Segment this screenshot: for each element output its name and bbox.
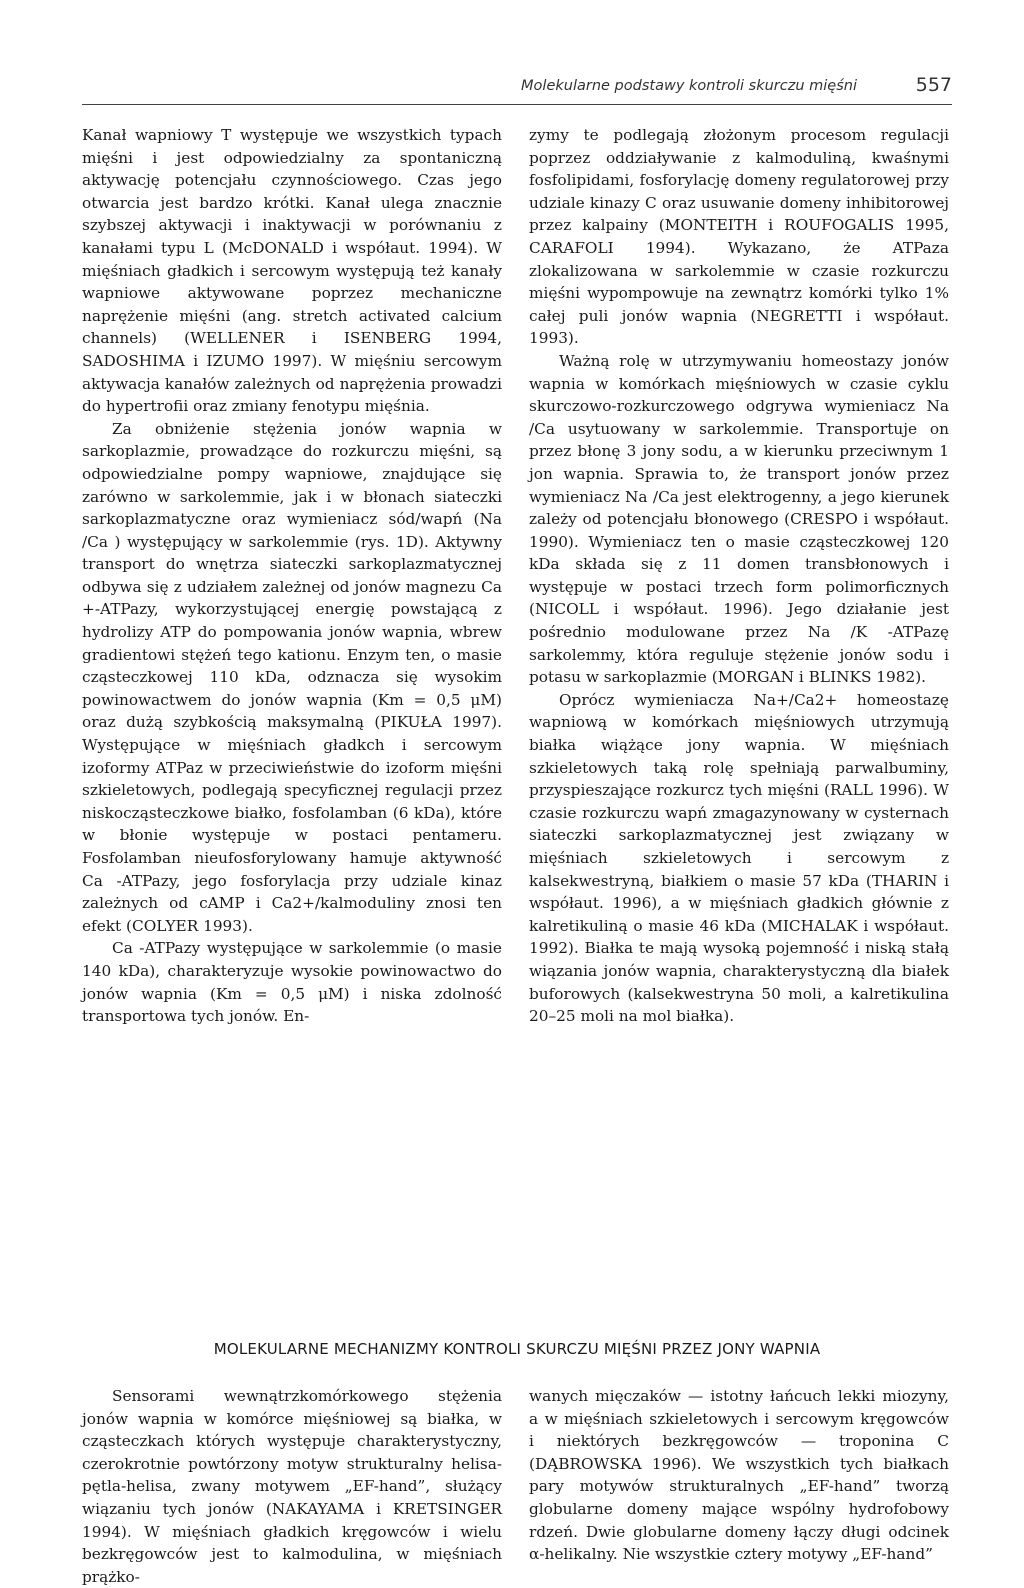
paragraph: Ca -ATPazy występujące w sarkolemmie (o masie 140 kDa), charakteryzuje wysokie powinowactwo do jonów wapnia (Km = 0,5 μM) i niska zdolność transportowa tych jonów. En- xyxy=(82,939,502,1026)
paragraph: zymy te podlegają złożonym procesom regulacji poprzez oddziaływanie z kalmoduliną, kwaśnymi fosfolipidami, fosforylację domeny regulatorowej przy udziale kinazy C oraz usuwanie domeny inhibitorowej przez kalpainy (MONTEITH i ROUFOGALIS 1995, CARAFOLI 1994). Wykazano, że ATPaza zlokalizowana w sarkolemmie w czasie rozkurczu mięśni wypompowuje na zewnątrz komórki tylko 1% całej puli jonów wapnia (NEGRETTI i współaut. 1993). xyxy=(529,126,949,348)
section-right-column xyxy=(529,1385,949,1566)
page-number: 557 xyxy=(915,74,952,96)
section-left-column xyxy=(82,1385,502,1588)
paragraph: Kanał wapniowy T występuje we wszystkich typach mięśni i jest odpowiedzialny za spontaniczną aktywację potencjału czynnościowego. Czas jego otwarcia jest bardzo krótki. Kanał ulega znacznie szybszej aktywacji i inaktywacji w porównaniu z kanałami typu L (McDONALD i współaut. 1994). W mięśniach gładkich i sercowym występują też kanały wapniowe aktywowane poprzez mechaniczne naprężenie mięśni (ang. stretch activated calcium channels) (WELLENER i ISENBERG 1994, SADOSHIMA i IZUMO 1997). W mięśniu sercowym aktywacja kanałów zależnych od naprężenia prowadzi do hypertrofii oraz zmiany fenotypu mięśnia. xyxy=(82,126,502,416)
running-title: Molekularne podstawy kontroli skurczu mięśni xyxy=(521,78,857,94)
paragraph: Oprócz wymieniacza Na+/Ca2+ homeostazę wapniową w komórkach mięśniowych utrzymują białka wiążące jony wapnia. W mięśniach szkieletowych taką rolę spełniają parwalbuminy, przyspieszające rozkurcz tych mięśni (RALL 1996). W czasie rozkurczu wapń zmagazynowany w cysternach siateczki sarkoplazmatycznej jest związany w mięśniach szkieletowych i sercowym z kalsekwestryną, białkiem o masie 57 kDa (THARIN i współaut. 1996), a w mięśniach gładkich głównie z kalretikuliną o masie 46 kDa (MICHALAK i współaut. 1992). Białka te mają wysoką pojemność i niską stałą wiązania jonów wapnia, charakterystyczną dla białek buforowych (kalsekwestryna 50 moli, a kalretikulina 20–25 moli na mol białka). xyxy=(529,690,949,1026)
paragraph: wanych mięczaków — istotny łańcuch lekki miozyny, a w mięśniach szkieletowych i sercowym kręgowców i niektórych bezkręgowców — troponina C (DĄBROWSKA 1996). We wszystkich tych białkach pary motywów strukturalnych „EF-hand” tworzą globularne domeny mające wspólny hydrofobowy rdzeń. Dwie globularne domeny łączy długi odcinek α-helikalny. Nie wszystkie cztery motywy „EF-hand” xyxy=(529,1387,949,1564)
running-header xyxy=(82,74,952,105)
right-column xyxy=(529,124,949,1028)
left-column xyxy=(82,124,502,1028)
paragraph: Za obniżenie stężenia jonów wapnia w sarkoplazmie, prowadzące do rozkurczu mięśni, są odpowiedzialne pompy wapniowe, znajdujące się zarówno w sarkolemmie, jak i w błonach siateczki sarkoplazmatyczne oraz wymieniacz sód/wapń (Na /Ca ) występujący w sarkolemmie (rys. 1D). Aktywny transport do wnętrza siateczki sarkoplazmatycznej odbywa się z udziałem zależnej od jonów magnezu Ca +-ATPazy, wykorzystującej energię powstającą z hydrolizy ATP do pompowania jonów wapnia, wbrew gradientowi stężeń tego kationu. Enzym ten, o masie cząsteczkowej 110 kDa, odznacza się wysokim powinowactwem do jonów wapnia (Km = 0,5 μM) oraz dużą szybkością maksymalną (PIKUŁA 1997). Występujące w mięśniach gładkch i sercowym izoformy ATPaz w przeciwieństwie do izoform mięśni szkieletowych, podlegają specyficznej regulacji przez niskocząsteczkowe białko, fosfolamban (6 kDa), które w błonie występuje w postaci pentameru. Fosfolamban nieufosforylowany hamuje aktywność Ca -ATPazy, jego fosforylacja przy udziale kinaz zależnych od cAMP i Ca2+/kalmoduliny znosi ten efekt (COLYER 1993). xyxy=(82,419,502,935)
paragraph: Sensorami wewnątrzkomórkowego stężenia jonów wapnia w komórce mięśniowej są białka, w cząsteczkach których występuje charakterystyczny, czerokrotnie powtórzony motyw strukturalny helisa-pętla-helisa, zwany motywem „EF-hand”, służący wiązaniu tych jonów (NAKAYAMA i KRETSINGER 1994). W mięśniach gładkich kręgowców i wielu bezkręgowców jest to kalmodulina, w mięśniach prążko- xyxy=(82,1387,502,1586)
paragraph: Ważną rolę w utrzymywaniu homeostazy jonów wapnia w komórkach mięśniowych w czasie cyklu skurczowo-rozkurczowego odgrywa wymieniacz Na /Ca usytuowany w sarkolemmie. Transportuje on przez błonę 3 jony sodu, a w kierunku przeciwnym 1 jon wapnia. Sprawia to, że transport jonów przez wymieniacz Na /Ca jest elektrogenny, a jego kierunek zależy od potencjału błonowego (CRESPO i współaut. 1990). Wymieniacz ten o masie cząsteczkowej 120 kDa składa się z 11 domen transbłonowych i występuje w postaci trzech form polimorficznych (NICOLL i współaut. 1996). Jego działanie jest pośrednio modulowane przez Na /K -ATPazę sarkolemmy, która reguluje stężenie jonów sodu i potasu w sarkoplazmie (MORGAN i BLINKS 1982). xyxy=(529,351,949,687)
section-heading: MOLEKULARNE MECHANIZMY KONTROLI SKURCZU MIĘŚNI PRZEZ JONY WAPNIA xyxy=(213,1340,821,1358)
